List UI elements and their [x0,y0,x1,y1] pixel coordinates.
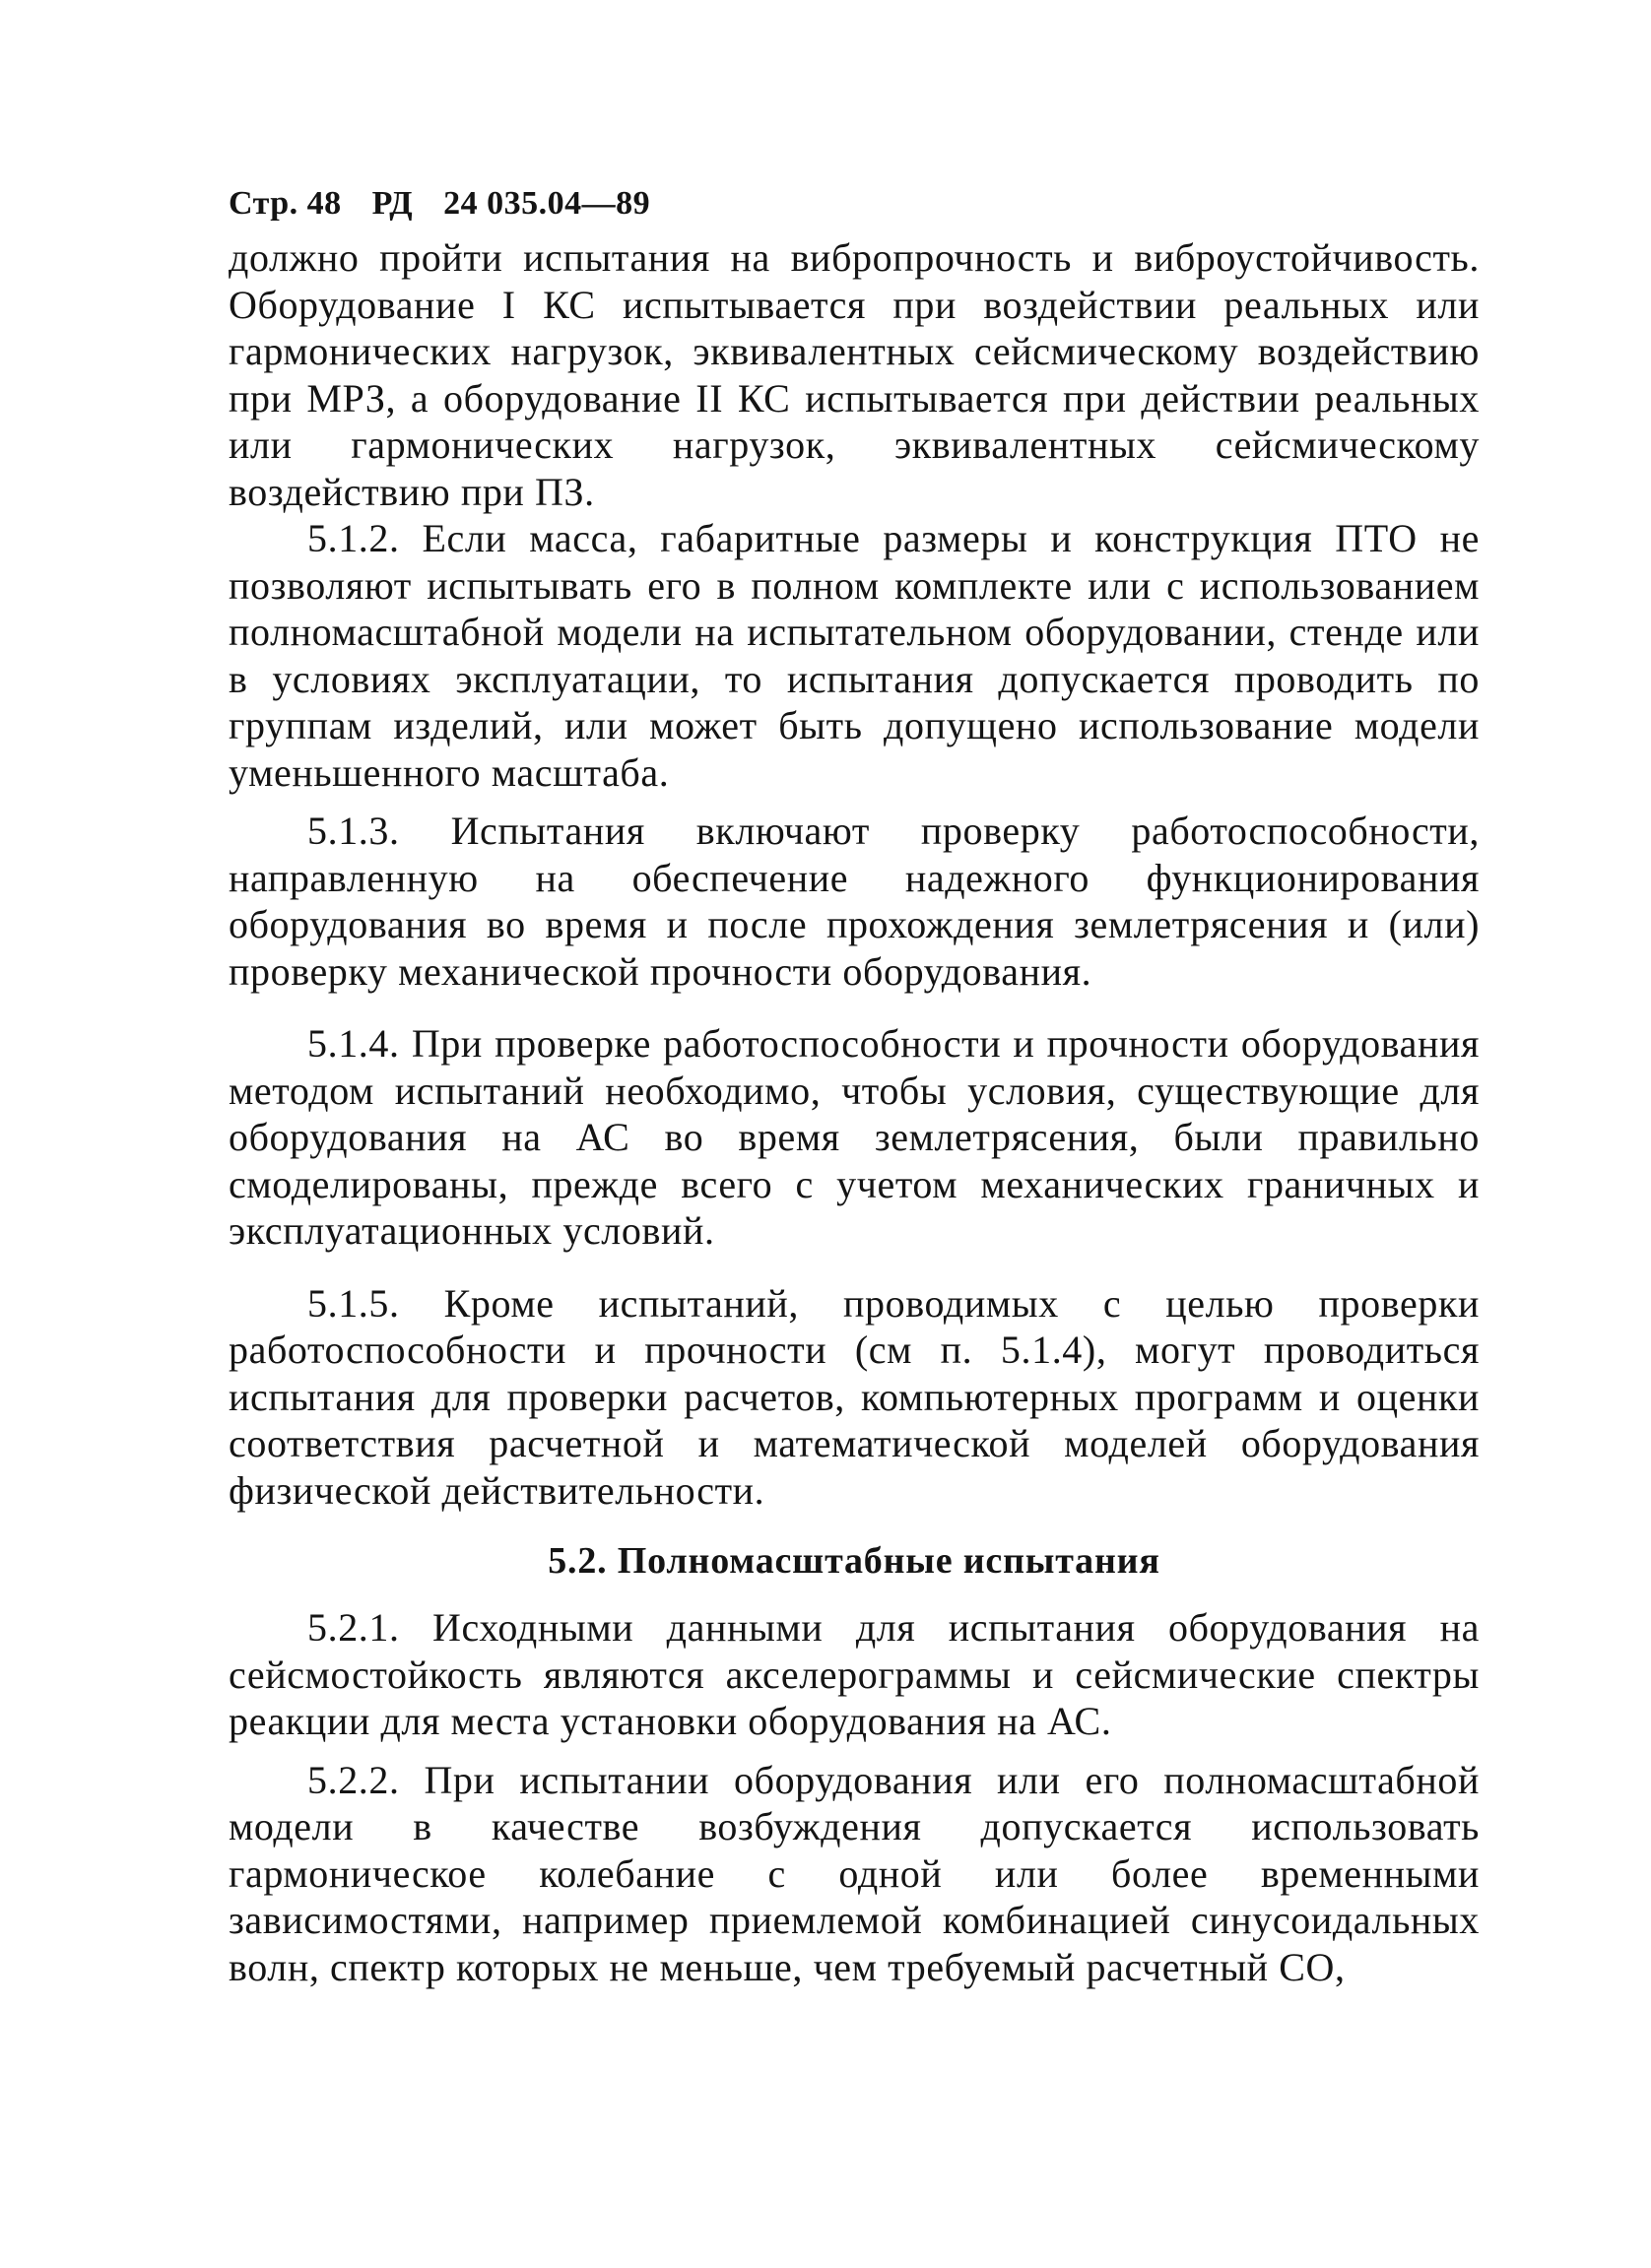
document-number: 24 035.04—89 [443,185,651,222]
paragraph-5-1-4: 5.1.4. При проверке работоспособности и прочности оборудования методом испытаний необходимо, чтобы условия, существующие для оборудования на АС во время землетрясения, были правильно смоделированы, прежде всего с учетом механических граничных и эксплуатационных условий. [229,1021,1480,1253]
document-page [229,185,1480,1990]
paragraph-5-2-1: 5.2.1. Исходными данными для испытания оборудования на сейсмостойкость являются акселерограммы и сейсмические спектры реакции для места установки оборудования на АС. [229,1605,1480,1743]
paragraph-continued: должно пройти испытания на вибропрочность и виброустойчивость. Оборудование I КС испытывается при воздействии реальных или гармонических нагрузок, эквивалентных сейсмическому воздействию при МРЗ, а оборудование II КС испытывается при действии реальных или гармонических нагрузок, эквивалентных сейсмическому воздействию при ПЗ. [229,235,1480,514]
page-number: Стр. 48 [229,185,342,222]
document-code: РД [371,185,414,222]
paragraph-5-1-3: 5.1.3. Испытания включают проверку работоспособности, направленную на обеспечение надежного функционирования оборудования во время и после прохождения землетрясения и (или) проверку механической прочности оборудования. [229,809,1480,994]
section-heading-5-2: 5.2. Полномасштабные испытания [548,1540,1160,1582]
running-header [229,185,1480,223]
paragraph-5-2-2: 5.2.2. При испытании оборудования или его полномасштабной модели в качестве возбуждения допускается использовать гармоническое колебание с одной или более временными зависимостями, например приемлемой комбинацией синусоидальных волн, спектр которых не меньше, чем требуемый расчетный СО, [229,1757,1480,1989]
paragraph-5-1-2: 5.1.2. Если масса, габаритные размеры и конструкция ПТО не позволяют испытывать его в полном комплекте или с использованием полномасштабной модели на испытательном оборудовании, стенде или в условиях эксплуатации, то испытания допускается проводить по группам изделий, или может быть допущено использование модели уменьшенного масштаба. [229,516,1480,795]
paragraph-5-1-5: 5.1.5. Кроме испытаний, проводимых с целью проверки работоспособности и прочности (см п. 5.1.4), могут проводиться испытания для проверки расчетов, компьютерных программ и оценки соответствия расчетной и математической моделей оборудования физической действительности. [229,1280,1480,1513]
